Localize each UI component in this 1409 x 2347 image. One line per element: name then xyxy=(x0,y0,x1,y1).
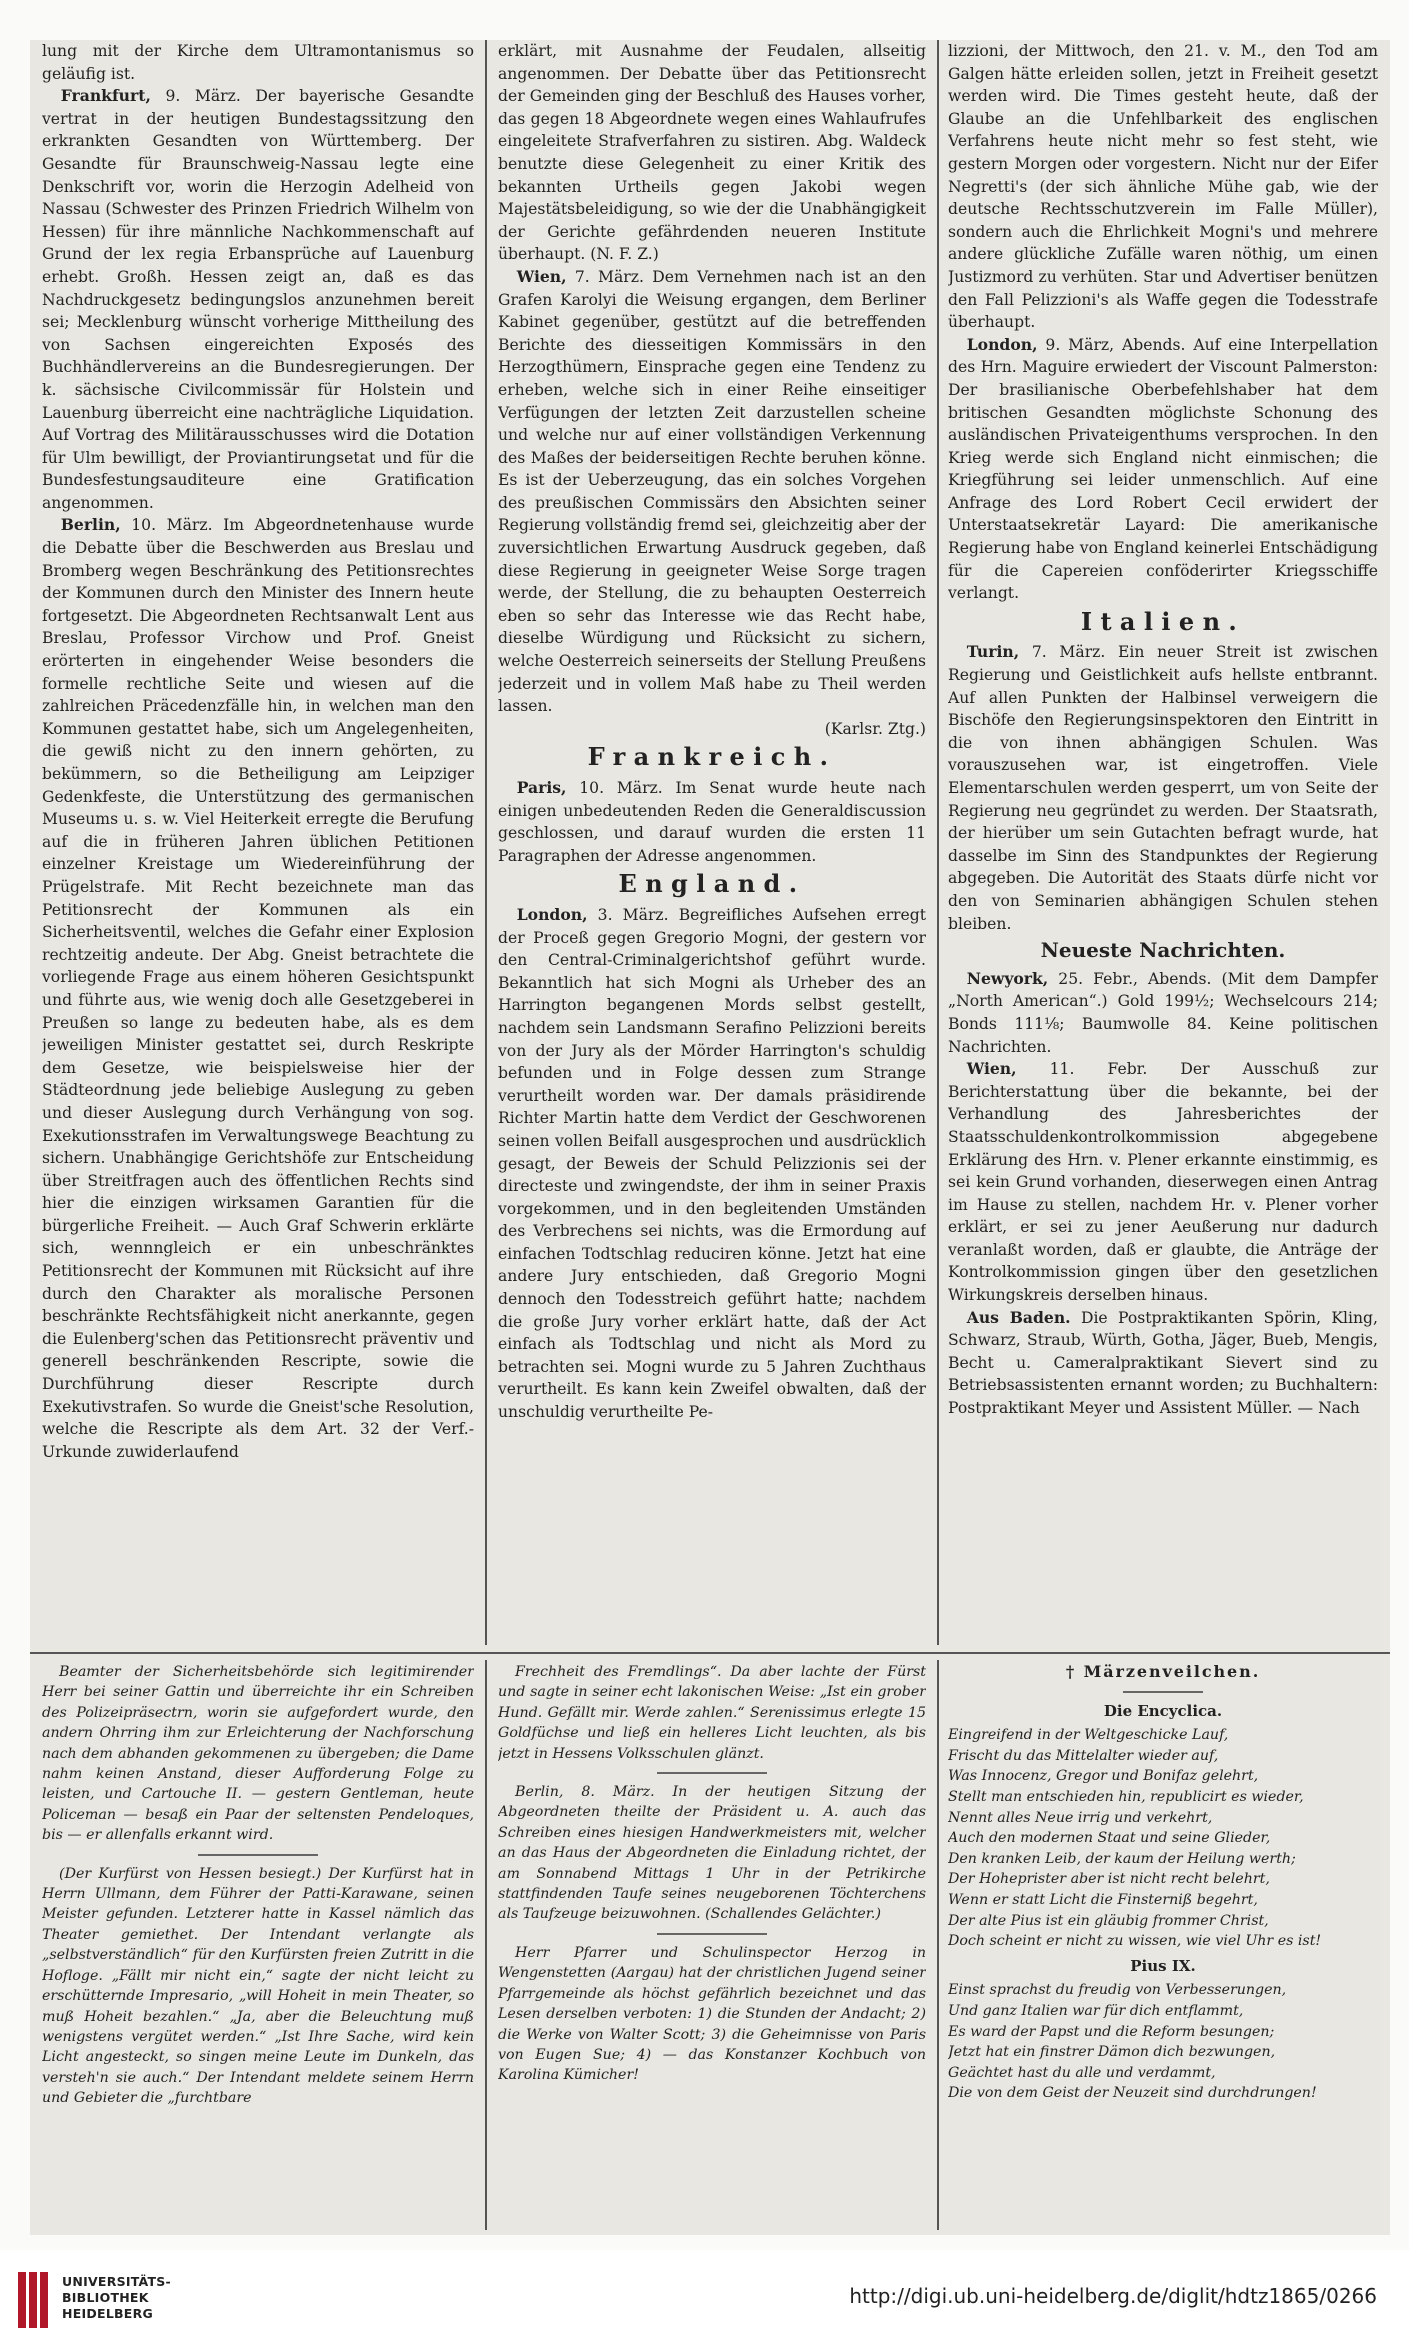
newyork-dateline: Newyork, xyxy=(966,968,1049,988)
column-2 xyxy=(498,40,926,1642)
col2-paragraph: erklärt, mit Ausnahme der Feudalen, allseitig angenommen. Der Debatte über das Petitionsrecht der Gemeinden ging der Beschluß des Hauses vorher, das gegen 18 Abgeordnete wegen eines Wahlaufrufes eingeleitete Strafverfahren zu sistiren. Abg. Waldeck benutzte diese Gelegenheit zu einer Kritik des bekannten Urtheils gegen Jakobi wegen Majestätsbeleidigung, so wie der die Unabhängigkeit der Gerichte gefährdenden neueren Institute überhaupt. (N. F. Z.) xyxy=(498,42,926,264)
poem-stanza xyxy=(948,1725,1378,1952)
footer xyxy=(0,2250,1409,2347)
turin-text: 7. März. Ein neuer Streit ist zwischen Regierung und Geistlichkeit aufs hellste entbrannt. Auf allen Punkten der Halbinsel verweigern die Bischöfe den Regierungsinspektoren den Eintritt in die von ihnen abhängigen Schulen. Was vorauszusehen war, ist eingetroffen. Viele Elementarschulen werden gesperrt, um von Seite der Regierung neu gegründet zu werden. Der Staatsrath, der hierüber um sein Gutachten befragt wurde, hat dasselbe im Sinn des Standpunktes der Regierung abgegeben. Die Autorität des Staats dürfe nicht vor den von Seminarien abhängigen Schulen stehen bleiben. xyxy=(948,643,1378,933)
london-text: 3. März. Begreifliches Aufsehen erregt der Proceß gegen Gregorio Mogni, der gestern vor den Central-Criminalgerichtshof geführt wurde. Bekanntlich hat sich Mogni als Urheber des an Harrington begangenen Mords selbst gestellt, nachdem sein Landsmann Serafino Pelizzioni bereits von der Jury als der Mörder Harrington's schuldig befunden und in Folge dessen zum Strange verurtheilt worden war. Der damals präsidirende Richter Martin hatte dem Verdict der Geschworenen seinen vollen Beifall ausgesprochen und ausdrücklich gesagt, der Beweis der Schuld Pelizzionis sei der directeste und zwingendste, der ihm in seiner Praxis vorgekommen, und in den begleitenden Umständen des Verbrechens sei nichts, was die Ermordung auf einfachen Todtschlag reduciren könne. Jetzt hat eine andere Jury entschieden, daß Gregorio Mogni dennoch den Todesstreich geführt hatte; nachdem die große Jury vorher erklärt hatte, daß der Act einfach als Todtschlag und nicht als Mord zu betrachten sei. Mogni wurde zu 5 Jahren Zuchthaus verurtheilt. Es kann kein Zweifel obwalten, daß der unschuldig verurtheilte Pe- xyxy=(498,905,926,1422)
poem-column xyxy=(948,1662,1378,2230)
university-library-logo-icon xyxy=(14,2270,52,2330)
column-3 xyxy=(948,40,1378,1642)
baden-text: Die Postpraktikanten Spörin, Kling, Schwarz, Straub, Würth, Gotha, Jäger, Bueb, Mengis, Becht u. Cameralpraktikant Sievert sind zu Betriebsassistenten ernannt worden; zu Buchhaltern: Postpraktikant Meyer und Assistent Müller. — Nach xyxy=(948,1308,1378,1418)
separator-line xyxy=(198,1854,318,1856)
frankfurt-dateline: Frankfurt, xyxy=(60,86,151,106)
poem-line: Geächtet hast du alle und verdammt, xyxy=(948,2064,1216,2081)
poem-line: Auch den modernen Staat und seine Glieder, xyxy=(948,1830,1271,1847)
poem-line: Und ganz Italien war für dich entflammt, xyxy=(948,2002,1244,2019)
column-divider xyxy=(485,1660,487,2230)
feuilleton-paragraph: (Der Kurfürst von Hessen besiegt.) Der Kurfürst hat in Herrn Ullmann, dem Führer der Patti-Karawane, seinen Meister gefunden. Letzterer hatte in Kassel nämlich das Theater gemiethet. Der Intendant verlangte als „selbstverständlich“ für den Kurfürsten freien Zutritt in die Hofloge. „Fällt mir nicht ein,“ sagte der nicht leicht zu erschütternde Impresario, „will Hoheit in mein Theater, so muß Hoheit bezahlen.“ „Ja, aber die Beleuchtung muß wenigstens vergütet werden.“ „Ist Ihre Sache, wird kein Licht angesteckt, so singen meine Leute im Dunkeln, das versteh'n sie auch.“ Der Intendant meldete seinem Herrn und Gebieter die „furchtbare xyxy=(42,1865,474,2107)
turin-dateline: Turin, xyxy=(966,642,1020,662)
baden-article xyxy=(948,1307,1378,1420)
poem-line: Den kranken Leib, der kaum der Heilung werth; xyxy=(948,1850,1296,1867)
frankfurt-text: 9. März. Der bayerische Gesandte vertrat in der heutigen Bundestagssitzung den erkrankten Gesandten von Württemberg. Der Gesandte für Braunschweig-Nassau legte eine Denkschrift vor, worin die Herzogin Adelheid von Nassau (Schwester des Prinzen Friedrich Wilhelm von Hessen) für ihre männliche Nachkommenschaft auf Grund der lex regia Erbansprüche auf Lauenburg erhebt. Großh. Hessen zeigt an, daß es das Nachdruckgesetz bedingungslos anzunehmen bereit sei; Mecklenburg wünscht vorherige Mittheilung des von Sachsen eingereichten Exposés des Buchhändlervereins an die Bundesregierungen. Der k. sächsische Civilcommissär für Holstein und Lauenburg überreicht eine nachträgliche Liquidation. Auf Vortrag des Militärausschusses wird die Dotation für Ulm bewilligt, der Proviantirungsetat und für die Bundesfestungsauditeure eine Gratification angenommen. xyxy=(42,87,474,512)
poem-line: Nennt alles Neue irrig und verkehrt, xyxy=(948,1809,1213,1826)
section-heading-england: England. xyxy=(618,869,806,899)
newyork-article xyxy=(948,968,1378,1058)
section-heading-frankreich: Frankreich. xyxy=(587,742,837,772)
col3-paragraph: lizzioni, der Mittwoch, den 21. v. M., den Tod am Galgen hätte erleiden sollen, jetzt in Freiheit gesetzt werden wird. Die Times gesteht heute, daß der Glaube an die Unfehlbarkeit des englischen Verfahrens heute nicht mehr so fest steht, wie gestern Morgen oder vorgestern. Nicht nur der Eifer Negretti's (der sich ähnliche Mühe gab, wie der deutsche Rechtsschutzverein im Falle Müller), sondern auch die Ehrlichkeit Mogni's und mehrere andere glückliche Zufälle waren nöthig, um einen Justizmord zu verhüten. Star und Advertiser benützen den Fall Pelizzioni's als Waffe gegen die Todesstrafe überhaupt. xyxy=(948,42,1378,332)
library-name-line: HEIDELBERG xyxy=(62,2306,153,2321)
poem-line: Eingreifend in der Weltgeschicke Lauf, xyxy=(948,1727,1229,1744)
poem-title: † Märzenveilchen. xyxy=(1065,1662,1261,1681)
separator-line xyxy=(657,1933,767,1935)
poem-subtitle: Pius IX. xyxy=(1130,1956,1196,1975)
poem-line: Frischt du das Mittelalter wieder auf, xyxy=(948,1747,1219,1764)
column-divider xyxy=(937,40,939,1645)
col1-paragraph: lung mit der Kirche dem Ultramontanismus so geläufig ist. xyxy=(42,42,474,83)
poem-line: Die von dem Geist der Neuzeit sind durchdrungen! xyxy=(948,2085,1317,2102)
feuilleton-paragraph: Frechheit des Fremdlings“. Da aber lachte der Fürst und sagte in seiner echt lakonischen Weise: „Ist ein grober Hund. Gefällt mir. Werde zahlen.“ Serenissimus erlegte 15 Goldfüchse und ließ ein helleres Licht leuchten, als bis jetzt in Hessens Volksschulen glänzt. xyxy=(498,1664,926,1762)
poem-line: Der Hoheprister aber ist nicht recht belehrt, xyxy=(948,1871,1270,1888)
frankfurt-article xyxy=(42,85,474,514)
poem-stanza xyxy=(948,1980,1378,2104)
wien-text: 7. März. Dem Vernehmen nach ist an den Grafen Karolyi die Weisung ergangen, dem Berliner Kabinet gegenüber, gestützt auf die betreffenden Berichte des diesseitigen Kommissärs in den Herzogthümern, Einsprache gegen eine Tendenz zu erheben, welche sich in einer Reihe einseitiger Verfügungen der letzten Zeit darzustellen scheine und welche nur auf einer vollständigen Verkennung des Maßes der beiderseitigen Rechte beruhen könne. Es ist der Ueberzeugung, das ein solches Vorgehen des preußischen Commissärs den Absichten seiner Regierung vollständig fremd sei, gleichzeitig aber der zuversichtlichen Erwartung Ausdruck gegeben, daß diese Regierung in geeigneter Weise Sorge tragen werde, der Stellung, die zu behaupten Oesterreich eben so sehr das Interesse wie das Recht habe, dieselbe Würdigung und Rücksicht zu sichern, welche Oesterreich seinerseits der Stellung Preußens jederzeit und in vollem Maß habe zu Theil werden lassen. xyxy=(498,267,926,716)
section-heading-neueste: Neueste Nachrichten. xyxy=(1040,938,1286,963)
wien2-text: 11. Febr. Der Ausschuß zur Berichterstattung über die bekannte, bei der Verhandlung des Jahresberichtes der Staatsschuldenkontrolkommission abgegebene Erklärung des Hrn. v. Plener erkannte einstimmig, es sei kein Grund vorhanden, dieserwegen einen Antrag im Hause zu stellen, nachdem Hr. v. Plener vorher erklärt, er sei zu jener Aeußerung nur dadurch veranlaßt worden, daß er glaubte, die Anträge der Kontrolkommission gingen über den gesetzlichen Wirkungskreis derselben hinaus. xyxy=(948,1060,1378,1305)
wien-source: (Karlsr. Ztg.) xyxy=(824,719,926,738)
section-heading-italien: Italien. xyxy=(1080,606,1246,636)
feuilleton-divider xyxy=(30,1652,1390,1654)
berlin-article xyxy=(42,514,474,1463)
feuilleton-paragraph: Beamter der Sicherheitsbehörde sich legitimirender Herr bei seiner Gattin und überreichte ihr ein Schreiben des Polizeipräsectrn, worin sie aufgefordert wurde, den andern Ohrring ihm zur Erleichterung der Nachforschung nach dem abhanden gekommenen zu übergeben; die Dame nahm keinen Anstand, dieser Aufforderung Folge zu leisten, und Cartouche II. — gestern Gentleman, heute Policeman — besaß ein Paar der seltensten Pendeloques, bis — er allenfalls erkannt wird. xyxy=(42,1664,474,1844)
poem-line: Einst sprachst du freudig von Verbesserungen, xyxy=(948,1982,1287,1999)
library-name xyxy=(62,2274,171,2322)
column-1 xyxy=(42,40,474,1642)
poem-line: Jetzt hat ein finstrer Dämon dich bezwungen, xyxy=(948,2044,1276,2061)
london-dateline: London, xyxy=(516,904,588,924)
source-url-link[interactable]: http://digi.ub.uni-heidelberg.de/diglit/hdtz1865/0266 xyxy=(849,2284,1377,2308)
poem-subtitle: Die Encyclica. xyxy=(1103,1701,1223,1720)
library-name-line: UNIVERSITÄTS- xyxy=(62,2274,171,2289)
wien-article xyxy=(498,266,926,718)
berlin-dateline: Berlin, xyxy=(60,515,121,535)
turin-article xyxy=(948,641,1378,935)
wien-dateline: Wien, xyxy=(516,266,567,286)
poem-line: Doch scheint er nicht zu wissen, wie viel Uhr es ist! xyxy=(948,1933,1322,1950)
berlin-text: 10. März. Im Abgeordnetenhause wurde die Debatte über die Beschwerden aus Breslau und Bromberg wegen Beschränkung des Petitionsrechtes der Kommunen durch den Minister des Innern heute fortgesetzt. Die Abgeordneten Rechtsanwalt Lent aus Breslau, Professor Virchow und Prof. Gneist erörterten in eingehender Weise besonders die formelle rechtliche Seite und wiesen auf die zahlreichen Präcedenzfälle hin, in welchen man den Kommunen gestattet habe, sich um Angelegenheiten, die gewiß nicht zu den innern gehörten, zu bekümmern, so die Betheiligung am Leipziger Gedenkfeste, die Unterstützung des germanischen Museums u. s. w. Viel Heiterkeit erregte die Berufung auf die in früheren Jahren üblichen Petitionen einzelner Kreistage um Wiedereinführung der Prügelstrafe. Mit Recht bezeichnete man das Petitionsrecht der Kommunen als ein Sicherheitsventil, welches die Gefahr einer Explosion rechtzeitig andeute. Der Abg. Gneist betrachtete die vorliegende Frage aus einem höheren Gesichtspunkt und führte aus, wie wenig doch alle Gesetzgeberei in Preußen so lange zu bedeuten habe, als es dem jeweiligen Minister gestattet sei, durch Reskripte dem Gesetze, wie beispielsweise hier der Städteordnung jede beliebige Auslegung zu geben und dieser Auslegung durch Verhängung von sog. Exekutionsstrafen im Verwaltungswege Beachtung zu sichern. Unabhängige Gerichtshöfe zur Entscheidung über Streitfragen auch des öffentlichen Rechts sind hier die einzigen wirksamen Garantien für die bürgerliche Freiheit. — Auch Graf Schwerin erklärte sich, wennngleich er ein unbeschränktes Petitionsrecht der Kommunen mit Rücksicht auf ihre durch den Charakter als moralische Personen beschränkte Rechtsfähigkeit nicht anerkannte, gegen die Eulenberg'schen das Petitionsrecht präventiv und generell beschränkenden Rescripte, sowie die Durchführung dieser Rescripte durch Exekutivstrafen. So wurde die Gneist'sche Resolution, welche die Rescripte als dem Art. 32 der Verf.-Urkunde zuwiderlaufend xyxy=(42,516,474,1461)
library-name-line: BIBLIOTHEK xyxy=(62,2290,149,2305)
column-divider xyxy=(485,40,487,1645)
newyork-text: 25. Febr., Abends. (Mit dem Dampfer „North American“.) Gold 199½; Wechselcours 214; Bonds 111⅛; Baumwolle 84. Keine politischen Nachrichten. xyxy=(948,969,1378,1056)
feuilleton-paragraph: Herr Pfarrer und Schulinspector Herzog in Wengenstetten (Aargau) hat der christlichen Jugend seiner Pfarrgemeinde als höchst gefährlich bezeichnet und das Lesen derselben verboten: 1) die Stunden der Andacht; 2) die Werke von Walter Scott; 3) die Geheimnisse von Paris von Eugen Sue; 4) — das Konstanzer Kochbuch von Karolina Kümicher! xyxy=(498,1944,926,2084)
poem-line: Wenn er statt Licht die Finsterniß begehrt, xyxy=(948,1891,1258,1908)
london2-dateline: London, xyxy=(966,334,1038,354)
wien2-article xyxy=(948,1058,1378,1307)
baden-dateline: Aus Baden. xyxy=(966,1307,1071,1327)
london2-article xyxy=(948,334,1378,605)
paris-dateline: Paris, xyxy=(516,778,567,797)
poem-line: Was Innocenz, Gregor und Bonifaz gelehrt, xyxy=(948,1768,1259,1785)
wien2-dateline: Wien, xyxy=(966,1059,1017,1079)
london-article xyxy=(498,904,926,1424)
paris-text: 10. März. Im Senat wurde heute nach einigen unbedeutenden Reden die Generaldiscussion geschlossen, und darauf wurden die ersten 11 Paragraphen der Adresse angenommen. xyxy=(498,779,926,865)
poem-line: Es ward der Papst und die Reform besungen; xyxy=(948,2023,1275,2040)
feuilleton-paragraph: Berlin, 8. März. In der heutigen Sitzung der Abgeordneten theilte der Präsident u. A. auch das Schreiben eines hiesigen Handwerkmeisters mit, welcher an das Haus der Abgeordneten die Einladung richtet, der am Sonnabend Mittags 1 Uhr in der Petrikirche stattfindenden Taufe seines neugeborenen Töchterchens als Taufzeuge beizuwohnen. (Schallendes Gelächter.) xyxy=(498,1784,926,1923)
column-divider xyxy=(937,1660,939,2230)
separator-line xyxy=(1123,1691,1203,1693)
separator-line xyxy=(657,1772,767,1774)
paris-article xyxy=(498,777,926,867)
poem-line: Der alte Pius ist ein gläubig frommer Christ, xyxy=(948,1912,1269,1929)
newspaper-page xyxy=(30,40,1390,2235)
poem-line: Stellt man entschieden hin, republicirt es wieder, xyxy=(948,1788,1304,1805)
feuilleton-column-2 xyxy=(498,1662,926,2230)
london2-text: 9. März, Abends. Auf eine Interpellation des Hrn. Maguire erwiedert der Viscount Palmerston: Der brasilianische Oberbefehlshaber hat dem britischen Gesandten möglichste Schonung des ausländischen Privateigenthums versprochen. In den Krieg werde sich England nicht einmischen; die Kriegführung sei leider unmenschlich. Auf eine Anfrage des Lord Robert Cecil erwidert der Unterstaatsekretär Layard: Die amerikanische Regierung habe von England keinerlei Entschädigung für die Capereien conföderirter Kriegsschiffe verlangt. xyxy=(948,335,1378,603)
feuilleton-column-1 xyxy=(42,1662,474,2230)
